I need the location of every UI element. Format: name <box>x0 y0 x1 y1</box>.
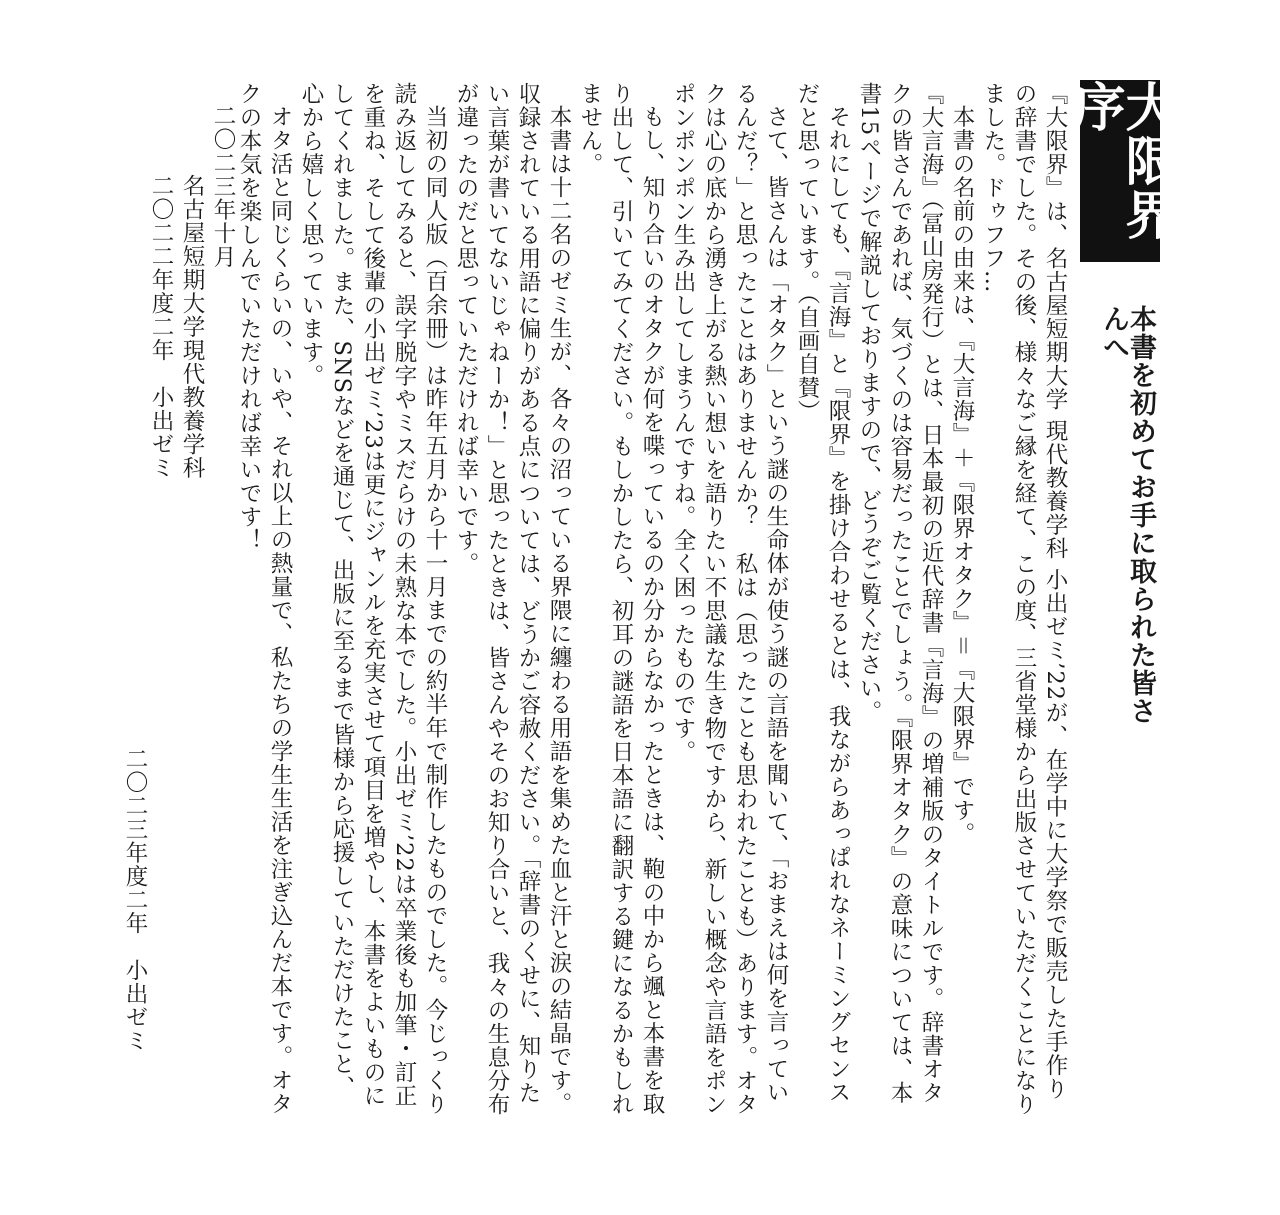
paragraph-naming: それにしても、『言海』と『限界』を掛け合わせるとは、我ながらあっぱれなネーミングセンスだと思っています。（自画自賛） <box>794 82 851 1104</box>
closing-signature-2023-column <box>118 82 150 1122</box>
paragraph-history: 当初の同人版（百余冊）は昨年五月から十一月までの約半年で制作したものでした。今じっくり読み返してみると、誤字脱字やミスだらけの未熟な本でした。小出ゼミ’22は卒業後も加筆・訂正を重ね、そして後輩の小出ゼミ’23は更にジャンルを充実させて項目を増やし、本書をよいものにしてくれました。また、SNSなどを通じて、出版に至るまで皆様から応援していただけたこと、心から嬉しく思っています。 <box>298 82 448 1115</box>
closing-affiliation: 名古屋短期大学現代教養学科 <box>179 174 205 480</box>
paragraph-closing: オタ活と同じくらいの、いや、それ以上の熱量で、私たちの学生生活を注ぎ込んだ本です。オタクの本気を楽しんでいただければ幸いです！ <box>236 82 293 1115</box>
paragraph-usage: もし、知り合いのオタクが何を喋っているのか分からなかったときは、鞄の中から颯と本書を取り出して、引いてみてください。もしかしたら、初耳の謎語を日本語に翻訳する鍵になるかもしれません。 <box>577 82 665 1116</box>
paragraph-title-origin: 本書の名前の由来は、『大言海』＋『限界オタク』＝『大限界』です。 <box>949 104 975 846</box>
title-box <box>1064 80 1176 262</box>
paragraph-daigenkai: 『大言海』（冨山房発行）とは、日本最初の近代辞書『言海』の増補版のタイトルです。辞書オタクの皆さんであれば、気づくのは容易だったことでしょう。『限界オタク』の意味については、本書15ページで解説しておりますので、どうぞご覧ください。 <box>856 82 944 1105</box>
preface-body <box>236 82 1070 1122</box>
preface-title: 大限界序 <box>1064 80 1176 242</box>
preface-subtitle: 本書を初めてお手に取られた皆さんへ <box>1098 305 1156 725</box>
paragraph-otaku-language: さて、皆さんは「オタク」という謎の生命体が使う謎の言語を聞いて、「おまえは何を言っているんだ？」と思ったことはありませんか？ 私は（思ったことも思われたことも）あります。オタクは心の底から湧き上がる熱い想いを語りたい不思議な生き物ですから、新しい概念や言語をポンポンポンポン生み出してしまうんですね。全く困ったものです。 <box>670 82 789 1116</box>
closing-signature-2023: 二〇二三年度二年 小出ゼミ <box>122 747 148 1053</box>
paragraph-contents: 本書は十二名のゼミ生が、各々の沼っている界隈に纏わる用語を集めた血と汗と涙の結晶です。収録されている用語に偏りがある点については、どうかご容赦ください。「辞書のくせに、知りたい言葉が書いてないじゃねーか！」と思ったときは、皆さんやそのお知り合いと、我々の生息分布が違ったのだと思っていただければ幸いです。 <box>453 82 572 1116</box>
paragraph-intro: 『大限界』は、名古屋短期大学 現代教養学科 小出ゼミ’22が、在学中に大学祭で販売した手作りの辞書でした。その後、様々なご縁を経て、この度、三省堂様から出版させていただくことになりました。ドゥフフ… <box>980 82 1068 1116</box>
closing-date: 二〇二三年十月 <box>210 104 236 269</box>
closing-signature-2022: 二〇二二年度二年 小出ゼミ <box>148 174 174 480</box>
